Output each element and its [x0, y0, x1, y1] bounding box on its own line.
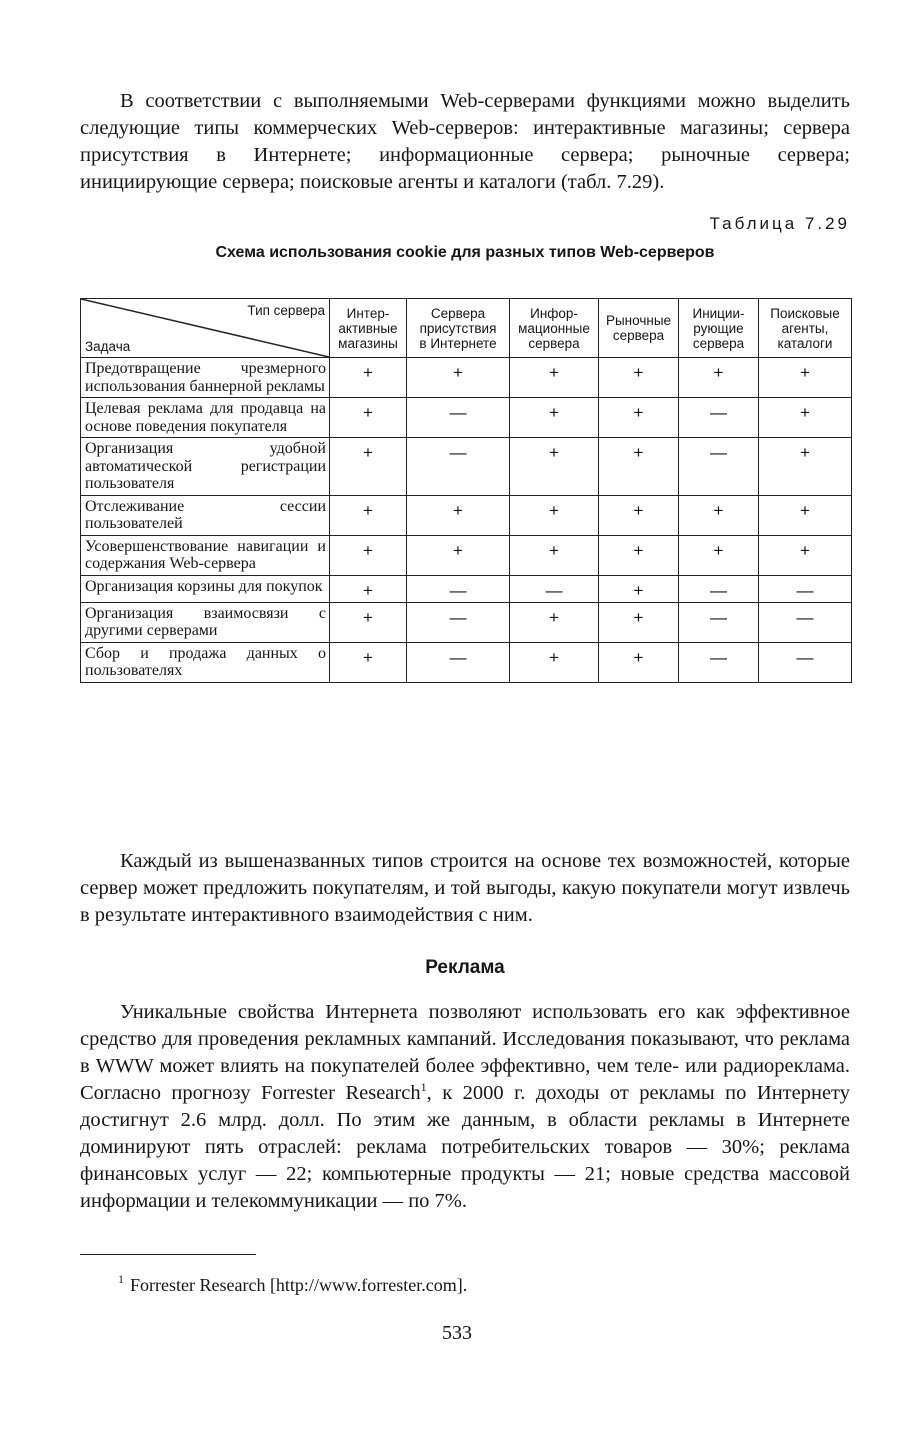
task-cell: Усовершенствование навигации и содержания Web-сервера: [81, 535, 330, 575]
column-header: [759, 299, 852, 358]
mark-cell: +: [759, 398, 852, 438]
mark-cell: —: [679, 642, 759, 682]
column-header-line: Интер-: [346, 305, 390, 321]
footnote-separator: [80, 1254, 256, 1255]
column-header-line: агенты,: [781, 320, 829, 336]
mark-cell: +: [510, 398, 599, 438]
task-cell: Организация корзины для покупок: [81, 575, 330, 602]
mark-cell: +: [330, 575, 407, 602]
mark-cell: —: [407, 642, 510, 682]
column-header-line: Рыночные: [605, 313, 672, 328]
mark-cell: +: [510, 495, 599, 535]
after-table-text: [80, 848, 850, 1215]
column-header-line: мационные: [518, 320, 590, 336]
advertising-paragraph: [80, 999, 850, 1215]
mark-cell: +: [330, 495, 407, 535]
column-header-line: Сервера: [430, 305, 486, 321]
table-row: [81, 398, 852, 438]
mark-cell: +: [407, 495, 510, 535]
mark-cell: —: [759, 575, 852, 602]
server-type-label: Тип сервера: [247, 303, 325, 318]
column-header: [679, 299, 759, 358]
task-cell: Предотвращение чрезмерного использования баннерной рекламы: [81, 358, 330, 398]
table-row: [81, 575, 852, 602]
mark-cell: +: [679, 535, 759, 575]
mark-cell: +: [510, 438, 599, 496]
column-header-line: Инфор-: [530, 305, 578, 321]
task-label: Задача: [85, 339, 131, 354]
mark-cell: +: [330, 535, 407, 575]
task-cell: Целевая реклама для продавца на основе поведения покупателя: [81, 398, 330, 438]
mark-cell: +: [599, 398, 679, 438]
table-row: [81, 438, 852, 496]
column-header-line: магазины: [338, 335, 398, 351]
page-body: [80, 84, 850, 262]
mark-cell: +: [510, 358, 599, 398]
table-row: [81, 602, 852, 642]
footnote-mark: 1: [118, 1272, 124, 1286]
column-header-line: активные: [338, 320, 398, 336]
corner-header-cell: [81, 299, 330, 358]
column-header: [510, 299, 599, 358]
mark-cell: —: [759, 602, 852, 642]
mark-cell: +: [599, 575, 679, 602]
mark-cell: +: [759, 358, 852, 398]
mark-cell: +: [330, 398, 407, 438]
mark-cell: +: [679, 495, 759, 535]
section-heading: Реклама: [425, 957, 505, 978]
task-cell: Сбор и продажа данных о пользователях: [81, 642, 330, 682]
column-header-line: сервера: [612, 328, 665, 343]
mark-cell: +: [599, 535, 679, 575]
mark-cell: —: [679, 602, 759, 642]
column-header-line: Иниции-: [692, 305, 745, 321]
table-row: [81, 495, 852, 535]
table-title: Схема использования cookie для разных типов Web-серверов: [215, 244, 715, 261]
column-header-line: в Интернете: [419, 335, 497, 351]
mark-cell: +: [599, 642, 679, 682]
mark-cell: —: [679, 398, 759, 438]
mark-cell: +: [759, 438, 852, 496]
advertising-text-part-2: , к 2000 г. доходы от рекламы по Интернету достигнут 2.6 млрд. долл. По этим же данным, в области рекламы в Интернете доминируют пять отраслей: реклама потребительских товаров — 30%; реклама финансовых услуг — 22; компьютерные продукты — 21; новые средства массовой информации и телекоммуникации — по 7%.: [80, 1082, 850, 1212]
column-header-line: сервера: [692, 335, 745, 351]
mark-cell: +: [330, 358, 407, 398]
column-header-line: присутствия: [419, 320, 497, 336]
column-header-line: сервера: [528, 335, 580, 351]
mark-cell: +: [599, 438, 679, 496]
mark-cell: —: [759, 642, 852, 682]
footnote: [118, 1274, 467, 1298]
summary-paragraph: Каждый из вышеназванных типов строится на основе тех возможностей, которые сервер может предложить покупателям, и той выгоды, какую покупатели могут извлечь в результате интерактивного взаимодействия с ним.: [80, 850, 850, 926]
task-cell: Организация удобной автоматической регистрации пользователя: [81, 438, 330, 496]
mark-cell: —: [407, 438, 510, 496]
mark-cell: —: [407, 398, 510, 438]
mark-cell: +: [759, 495, 852, 535]
mark-cell: —: [679, 575, 759, 602]
mark-cell: —: [407, 575, 510, 602]
column-header-line: рующие: [693, 320, 744, 336]
mark-cell: +: [407, 535, 510, 575]
mark-cell: +: [510, 535, 599, 575]
mark-cell: +: [407, 358, 510, 398]
mark-cell: +: [759, 535, 852, 575]
task-cell: Организация взаимосвязи с другими серверами: [81, 602, 330, 642]
column-header: [407, 299, 510, 358]
mark-cell: +: [330, 602, 407, 642]
table-row: [81, 642, 852, 682]
table-header-row: [81, 299, 852, 358]
page-number: 533: [442, 1322, 472, 1344]
mark-cell: +: [330, 438, 407, 496]
task-cell: Отслеживание сессии пользователей: [81, 495, 330, 535]
column-header-line: Поисковые: [770, 305, 840, 321]
column-header: [599, 299, 679, 358]
mark-cell: —: [679, 438, 759, 496]
mark-cell: —: [510, 575, 599, 602]
mark-cell: +: [330, 642, 407, 682]
mark-cell: +: [679, 358, 759, 398]
mark-cell: —: [407, 602, 510, 642]
table-row: [81, 358, 852, 398]
mark-cell: +: [510, 642, 599, 682]
intro-paragraph: В соответствии с выполняемыми Web-серверами функциями можно выделить следующие типы коммерческих Web-серверов: интерактивные магазины; сервера присутствия в Интернете; информационные сервера; рыночные сервера; инициирующие сервера; поисковые агенты и каталоги (табл. 7.29).: [80, 90, 850, 193]
cookie-usage-table: [80, 298, 852, 683]
mark-cell: +: [599, 602, 679, 642]
column-header: [330, 299, 407, 358]
table-label: Таблица 7.29: [709, 214, 850, 233]
table-row: [81, 535, 852, 575]
footnote-reference: 1: [420, 1080, 427, 1095]
table-body: [81, 358, 852, 683]
mark-cell: +: [510, 602, 599, 642]
advertising-text-part-1: Уникальные свойства Интернета позволяют использовать его как эффективное средство для проведения рекламных кампаний. Исследования показывают, что реклама в WWW может влиять на покупателей более эффективно, чем теле- или радиореклама. Согласно прогнозу Forrester Research: [80, 1001, 850, 1104]
mark-cell: +: [599, 495, 679, 535]
footnote-text: Forrester Research [http://www.forrester.com].: [130, 1275, 468, 1295]
mark-cell: +: [599, 358, 679, 398]
column-header-line: каталоги: [777, 335, 833, 351]
